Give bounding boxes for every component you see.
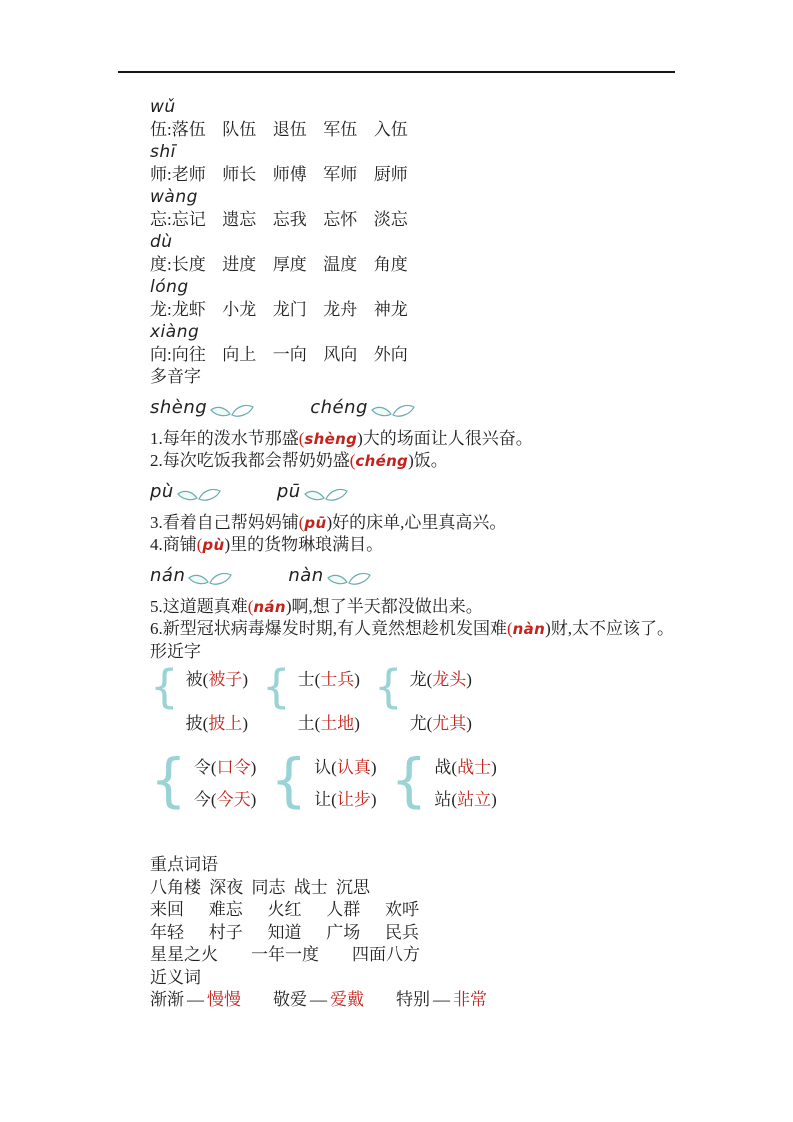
word-family: [150, 186, 770, 231]
sentence-text: 3.看着自己帮妈妈铺: [150, 512, 299, 532]
pinyin-annotation: shèng: [304, 429, 358, 448]
paren-open: (: [349, 451, 356, 470]
similar-char-cell: 尤(尤其): [409, 713, 472, 733]
sentence-text: 好的床单,心里真高兴。: [332, 512, 507, 532]
word-line: 伍:落伍 队伍 退伍 军伍 入伍: [150, 119, 408, 139]
paren-open: (: [507, 619, 513, 638]
similar-char-column: [261, 660, 360, 735]
pinyin-text: shèng: [150, 396, 208, 418]
leaf-icon: [177, 487, 221, 503]
pinyin-text: nàn: [288, 564, 324, 586]
dash: —: [310, 990, 327, 1009]
sentence-text: 饭。: [413, 451, 448, 470]
pinyin-text: nán: [150, 564, 186, 586]
brace-icon: {: [261, 660, 291, 713]
similar-char-cell: 土(土地): [297, 713, 360, 733]
paren-open: (: [298, 512, 305, 532]
top-rule: [118, 71, 675, 73]
leaf-icon: [327, 571, 371, 587]
synonym-pair: 特别 — 非常: [396, 989, 487, 1012]
paren-close: ): [357, 428, 363, 448]
sentence-text: 财,太不应该了。: [550, 619, 674, 638]
similar-char-column: [150, 660, 248, 735]
word-family: [150, 321, 770, 366]
pinyin-label: wàng: [150, 187, 198, 207]
sentence-text: 5.这道题真难: [150, 596, 248, 616]
key-words-row: 星星之火 一年一度 四面八方: [150, 945, 420, 964]
similar-char-cell: 让(让步): [314, 789, 377, 809]
brace-icon: {: [373, 660, 403, 713]
word-family: [150, 276, 770, 321]
paren-open: (: [247, 596, 254, 616]
word-family: [150, 96, 770, 141]
similar-char-cell: 战(战士): [434, 758, 497, 777]
pinyin-label: wǔ: [150, 97, 176, 117]
pinyin-variant: [288, 565, 370, 588]
example-sentence: [150, 428, 770, 451]
similar-char-cell: 龙(龙头): [409, 670, 472, 689]
pinyin-pair-row: [150, 481, 770, 504]
section-heading-key-words: 重点词语: [150, 855, 218, 874]
pinyin-label: lóng: [150, 277, 189, 297]
leaf-icon: [371, 403, 415, 419]
similar-char-column: [270, 746, 377, 814]
dash: —: [187, 990, 204, 1009]
word-line: 龙:龙虾 小龙 龙门 龙舟 神龙: [150, 299, 408, 319]
sentence-text: 1.每年的泼水节那盛: [150, 428, 299, 448]
dash: —: [433, 990, 450, 1009]
pinyin-pair-row: [150, 397, 770, 420]
word-line: 度:长度 进度 厚度 温度 角度: [150, 254, 408, 274]
similar-char-cell: 令(口令): [193, 758, 257, 777]
example-sentence: [150, 534, 770, 557]
paren-close: ): [326, 512, 333, 532]
sentence-text: 大的场面让人很兴奋。: [362, 428, 533, 448]
pinyin-pair-row: [150, 565, 770, 588]
key-words-row: 来回 难忘 火红 人群 欢呼: [150, 900, 419, 919]
paren-close: ): [224, 535, 231, 554]
paren-close: ): [285, 596, 292, 616]
paren-close: ): [408, 451, 414, 470]
paren-close: ): [545, 619, 551, 638]
pinyin-annotation: nán: [253, 597, 286, 616]
similar-char-column: [373, 660, 472, 735]
word-line: 忘:忘记 遗忘 忘我 忘怀 淡忘: [150, 209, 408, 229]
example-sentence: [150, 596, 770, 619]
sentence-text: 里的货物琳琅满目。: [230, 535, 384, 554]
brace-icon: {: [390, 746, 428, 814]
similar-char-cell: 披(披上): [185, 713, 248, 733]
worksheet-content: [150, 96, 770, 1012]
leaf-icon: [188, 571, 232, 587]
synonyms-row: [150, 989, 770, 1012]
key-words-row: 八角楼 深夜 同志 战士 沉思: [150, 877, 370, 897]
pinyin-text: chéng: [310, 396, 368, 418]
synonym-pair: 敬爱 — 爱戴: [273, 989, 364, 1012]
pinyin-label: dù: [150, 232, 173, 252]
pinyin-annotation: pù: [202, 536, 225, 554]
brace-icon: {: [150, 660, 179, 713]
similar-char-cell: 被(被子): [185, 670, 248, 689]
example-sentence: [150, 512, 770, 535]
similar-char-cell: 今(今天): [193, 789, 257, 809]
pinyin-label: xiàng: [150, 322, 200, 342]
pinyin-text: pū: [276, 480, 301, 502]
sentence-text: 啊,想了半天都没做出来。: [291, 596, 483, 616]
key-words-row: 年轻 村子 知道 广场 民兵: [150, 922, 419, 942]
brace-icon: {: [270, 746, 308, 814]
example-sentence: [150, 618, 770, 641]
leaf-icon: [304, 487, 348, 503]
brace-icon: {: [150, 746, 187, 814]
example-sentence: [150, 450, 770, 473]
pinyin-variant: [150, 397, 254, 420]
section-heading-similar-chars: 形近字: [150, 641, 201, 661]
paren-open: (: [298, 428, 305, 448]
pinyin-annotation: nàn: [512, 620, 546, 638]
similar-char-cell: 士(士兵): [297, 670, 360, 689]
word-family: [150, 231, 770, 276]
pinyin-variant: [310, 397, 415, 420]
word-line: 向:向往 向上 一向 风向 外向: [150, 344, 408, 364]
paren-open: (: [196, 535, 203, 554]
section-heading-synonyms: 近义词: [150, 967, 201, 987]
pinyin-variant: [150, 565, 232, 588]
sentence-text: 6.新型冠状病毒爆发时期,有人竟然想趁机发国难: [150, 619, 507, 638]
pinyin-text: pù: [150, 480, 174, 502]
similar-char-cell: 认(认真): [314, 758, 377, 777]
similar-char-column: [150, 746, 257, 814]
sentence-text: 2.每次吃饭我都会帮奶奶盛: [150, 451, 350, 470]
leaf-icon: [210, 403, 254, 419]
pinyin-label: shī: [150, 142, 176, 162]
similar-char-group: [150, 660, 770, 735]
word-family: [150, 141, 770, 186]
similar-char-column: [390, 746, 497, 814]
pinyin-variant: [150, 481, 221, 504]
similar-char-cell: 站(站立): [434, 789, 497, 809]
synonym-pair: 渐渐 — 慢慢: [150, 989, 241, 1012]
pinyin-variant: [277, 481, 348, 504]
pinyin-annotation: pū: [304, 513, 327, 532]
sentence-text: 4.商铺: [150, 535, 197, 554]
pinyin-annotation: chéng: [355, 452, 409, 470]
similar-char-group: [150, 746, 770, 814]
word-line: 师:老师 师长 师傅 军师 厨师: [150, 164, 408, 184]
section-heading-polyphonic: 多音字: [150, 367, 201, 386]
